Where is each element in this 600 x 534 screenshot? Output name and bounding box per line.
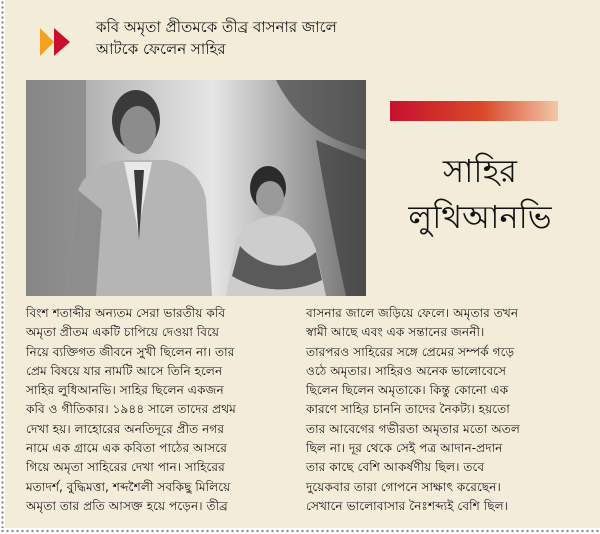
- text-line: বাসনার জালে জড়িয়ে ফেলে। অমৃতার তখন: [306, 306, 519, 320]
- text-line: সাহির লুধিআনভি। সাহির ছিলেন একজন: [26, 383, 224, 398]
- article-column-left: [26, 304, 300, 516]
- headline-accent-bar: [390, 101, 558, 121]
- text-line: দুয়েকবার তারা গোপনে সাক্ষাৎ করেছেন।: [306, 479, 501, 494]
- text-line: সেখানে ভালোবাসার নৈঃশব্দ্যই বেশি ছিল।: [306, 498, 509, 513]
- headline: [400, 148, 560, 240]
- text-line: ছিলেন ছিলেন অমৃতাকে। কিন্তু কোনো এক: [306, 383, 509, 398]
- headline-line-2: লুথিআনভি: [408, 198, 552, 236]
- left-dotted-border: [0, 0, 5, 534]
- text-line: মতাদর্শ, বুদ্ধিমত্তা, শব্দশৈলী সবকিছু মিলিয়ে: [26, 479, 231, 494]
- text-line: দেখা হয়। লাহোরের অনতিদূরে প্রীত নগর: [26, 421, 225, 436]
- double-arrow-icon: [40, 26, 76, 58]
- text-line: তার আবেগের গভীরতা অমৃতার মতো অতল: [306, 421, 521, 436]
- kicker-line-1: কবি অমৃতা প্রীতমকে তীব্র বাসনার জালে: [96, 18, 337, 36]
- photo-illustration: [26, 80, 366, 296]
- text-line: অমৃতা তার প্রতি আসক্ত হয়ে পড়েন। তীব্র: [26, 498, 228, 513]
- text-line: ওঠে অমৃতার। সাহিরও অনেক ভালোবেসে: [306, 363, 507, 378]
- text-line: কবি ও গীতিকার। ১৯৪৪ সালে তাদের প্রথম: [26, 402, 236, 417]
- text-line: তার কাছে বেশি আকর্ষণীয় ছিল। তবে: [306, 460, 485, 475]
- article-photo: [26, 80, 366, 296]
- text-line: স্বামী আছে এবং এক সন্তানের জননী।: [306, 325, 485, 340]
- bottom-dotted-border: [0, 528, 600, 534]
- headline-line-1: সাহির: [443, 152, 517, 190]
- text-line: কারণে সাহির চাননি তাদের নৈকট্য। হয়তো: [306, 402, 510, 417]
- text-line: অমৃতা প্রীতম একটি চাপিয়ে দেওয়া বিয়ে: [26, 325, 220, 340]
- text-line: নামে এক গ্রামে এক কবিতা পাঠের আসরে: [26, 441, 227, 456]
- text-line: প্রেম বিষয়ে যার নামটি আসে তিনি হলেন: [26, 363, 223, 378]
- text-line: বিংশ শতাব্দীর অন্যতম সেরা ভারতীয় কবি: [26, 306, 226, 320]
- kicker: [96, 16, 476, 60]
- article-column-right: [306, 304, 582, 516]
- text-line: ছিল না। দূর থেকে সেই পত্র আদান-প্রদান: [306, 441, 503, 456]
- kicker-line-2: আটকে ফেলেন সাহির: [96, 40, 226, 58]
- text-line: তারপরও সাহিরের সঙ্গে প্রেমের সম্পর্ক গড়ে: [306, 344, 515, 359]
- text-line: নিয়ে ব্যক্তিগত জীবনে সুখী ছিলেন না। তার: [26, 344, 235, 359]
- text-line: গিয়ে অমৃতা সাহিরের দেখা পান। সাহিরের: [26, 460, 225, 475]
